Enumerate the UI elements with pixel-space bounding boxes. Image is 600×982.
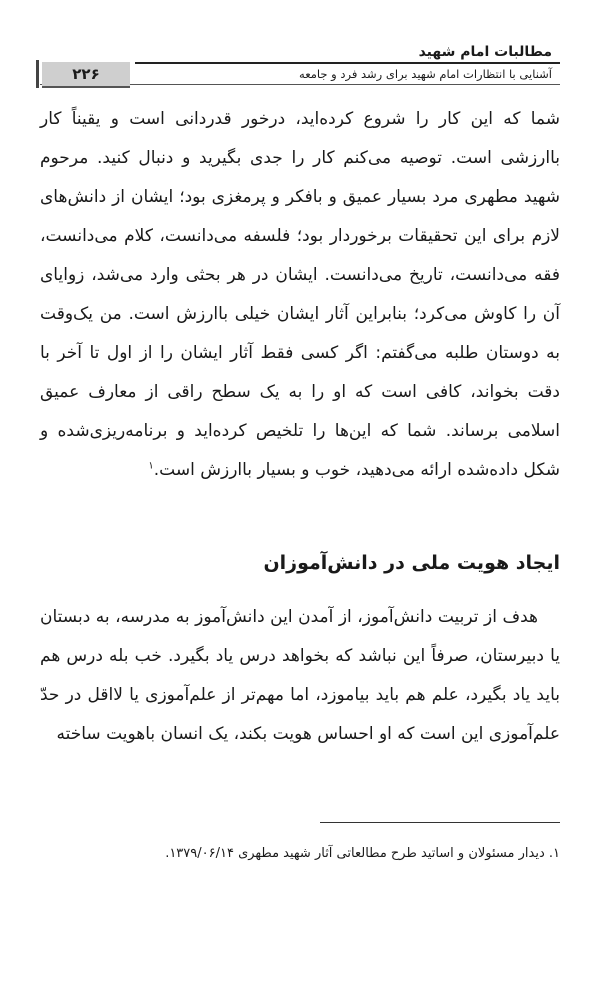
- paragraph-section-body: هدف از تربیت دانش‌آموز، از آمدن این دانش‌آموز به مدرسه، به دبستان یا دبیرستان، صرفاً این نباشد که بخواهد درس یاد بگیرد. خب بله درس هم باید یاد بگیرد، علم هم باید بیاموزد، اما مهم‌تر از علم‌آموزی یا لااقل در حدّ علم‌آموزی این است که او احساس هویت بکند، یک انسان باهویت ساخته: [40, 607, 560, 744]
- header-chapter-title: آشنایی با انتظارات امام شهید برای رشد فرد و جامعه: [299, 67, 552, 81]
- paragraph-quote: [40, 100, 560, 490]
- footnote-reference[interactable]: ۱: [148, 460, 154, 472]
- header-top-rule: [135, 62, 560, 64]
- page-number: ۲۲۶: [42, 62, 130, 88]
- footnote-divider: [320, 822, 560, 823]
- paragraph-quote-text: شما که این کار را شروع کرده‌اید، درخور قدردانی است و یقیناً کار باارزشی است. توصیه می‌کنم کار را جدی بگیرید و دنبال کنید. مرحوم شهید مطهری مرد بسیار عمیق و بافکر و پرمغزی بود؛ ایشان از دانش‌های لازم برای این تحقیقات برخوردار بود؛ فلسفه می‌دانست، کلام می‌دانست، فقه می‌دانست، تاریخ می‌دانست. ایشان در هر بحثی وارد می‌شد، زوایای آن را کاوش می‌کرد؛ بنابراین آثار ایشان خیلی باارزش است. من یک‌وقت به دوستان طلبه می‌گفتم: اگر کسی فقط آثار ایشان را از اول تا آخر با دقت بخواند، کافی است که او را به یک سطح راقی از معارف عمیق اسلامی برساند. شما که این‌ها را تلخیص کرده‌اید و برنامه‌ریزی‌شده و شکل داده‌شده ارائه می‌دهید، خوب و بسیار باارزش است.: [40, 109, 560, 480]
- footnote-text: ۱. دیدار مسئولان و اساتید طرح مطالعاتی آثار شهید مطهری ۱۳۷۹/۰۶/۱۴.: [165, 846, 560, 861]
- header-book-title: مطالبات امام شهید: [418, 44, 552, 60]
- running-header: [40, 40, 560, 84]
- section-heading: ایجاد هویت ملی در دانش‌آموزان: [263, 552, 560, 574]
